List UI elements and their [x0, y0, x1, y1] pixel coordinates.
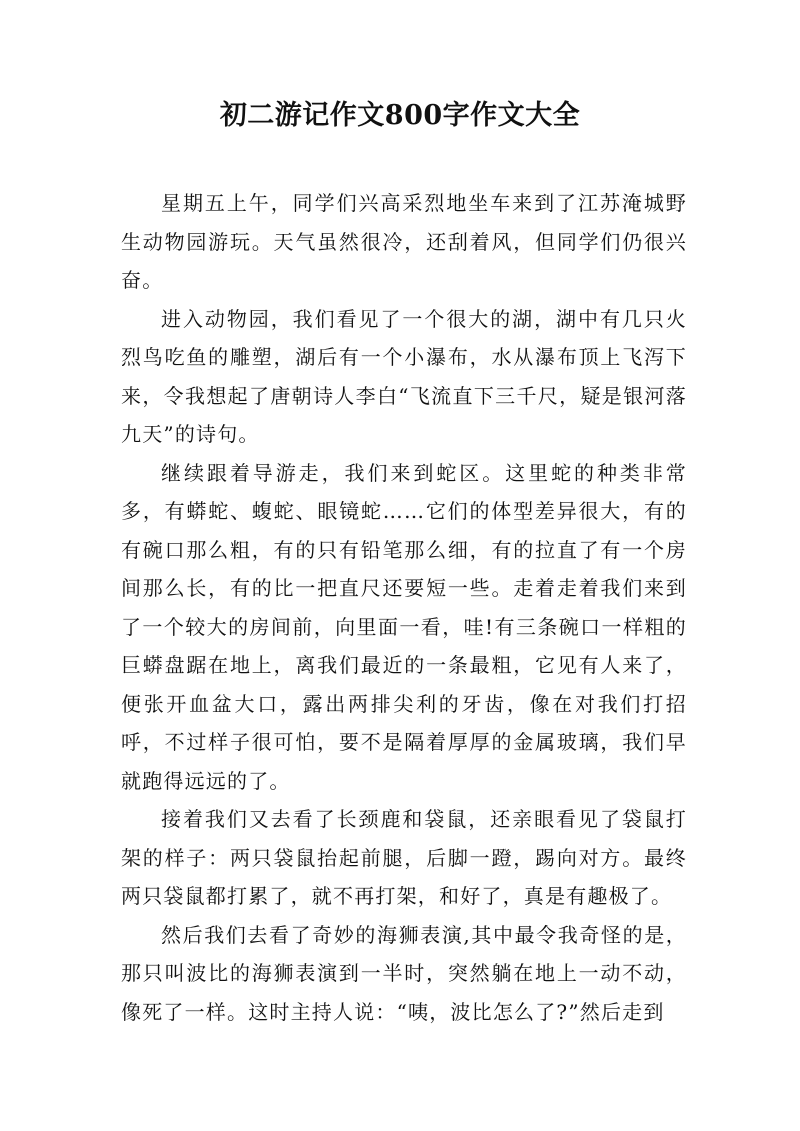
paragraph: 然后我们去看了奇妙的海狮表演,其中最令我奇怪的是，那只叫波比的海狮表演到一半时，突然躺在地上一动不动，像死了一样。这时主持人说：“咦，波比怎么了?”然后走到 — [121, 922, 687, 1024]
document-body — [121, 184, 687, 1031]
paragraph: 接着我们又去看了长颈鹿和袋鼠，还亲眼看见了袋鼠打架的样子：两只袋鼠抬起前腿，后脚一蹬，踢向对方。最终两只袋鼠都打累了，就不再打架，和好了，真是有趣极了。 — [121, 807, 687, 908]
document-title: 初二游记作文800字作文大全 — [219, 100, 581, 131]
paragraph: 继续跟着导游走，我们来到蛇区。这里蛇的种类非常多，有蟒蛇、蝮蛇、眼镜蛇……它们的体型差异很大，有的有碗口那么粗，有的只有铅笔那么细，有的拉直了有一个房间那么长，有的比一把直尺还要短一些。走着走着我们来到了一个较大的房间前，向里面一看，哇!有三条碗口一样粗的巨蟒盘踞在地上，离我们最近的一条最粗，它见有人来了，便张开血盆大口，露出两排尖利的牙齿，像在对我们打招呼，不过样子很可怕，要不是隔着厚厚的金属玻璃，我们早就跑得远远的了。 — [121, 460, 687, 793]
paragraph: 进入动物园，我们看见了一个很大的湖，湖中有几只火烈鸟吃鱼的雕塑，湖后有一个小瀑布，水从瀑布顶上飞泻下来，令我想起了唐朝诗人李白“飞流直下三千尺，疑是银河落九天”的诗句。 — [121, 306, 687, 446]
paragraph: 星期五上午，同学们兴高采烈地坐车来到了江苏淹城野生动物园游玩。天气虽然很冷，还刮着风，但同学们仍很兴奋。 — [121, 191, 687, 292]
